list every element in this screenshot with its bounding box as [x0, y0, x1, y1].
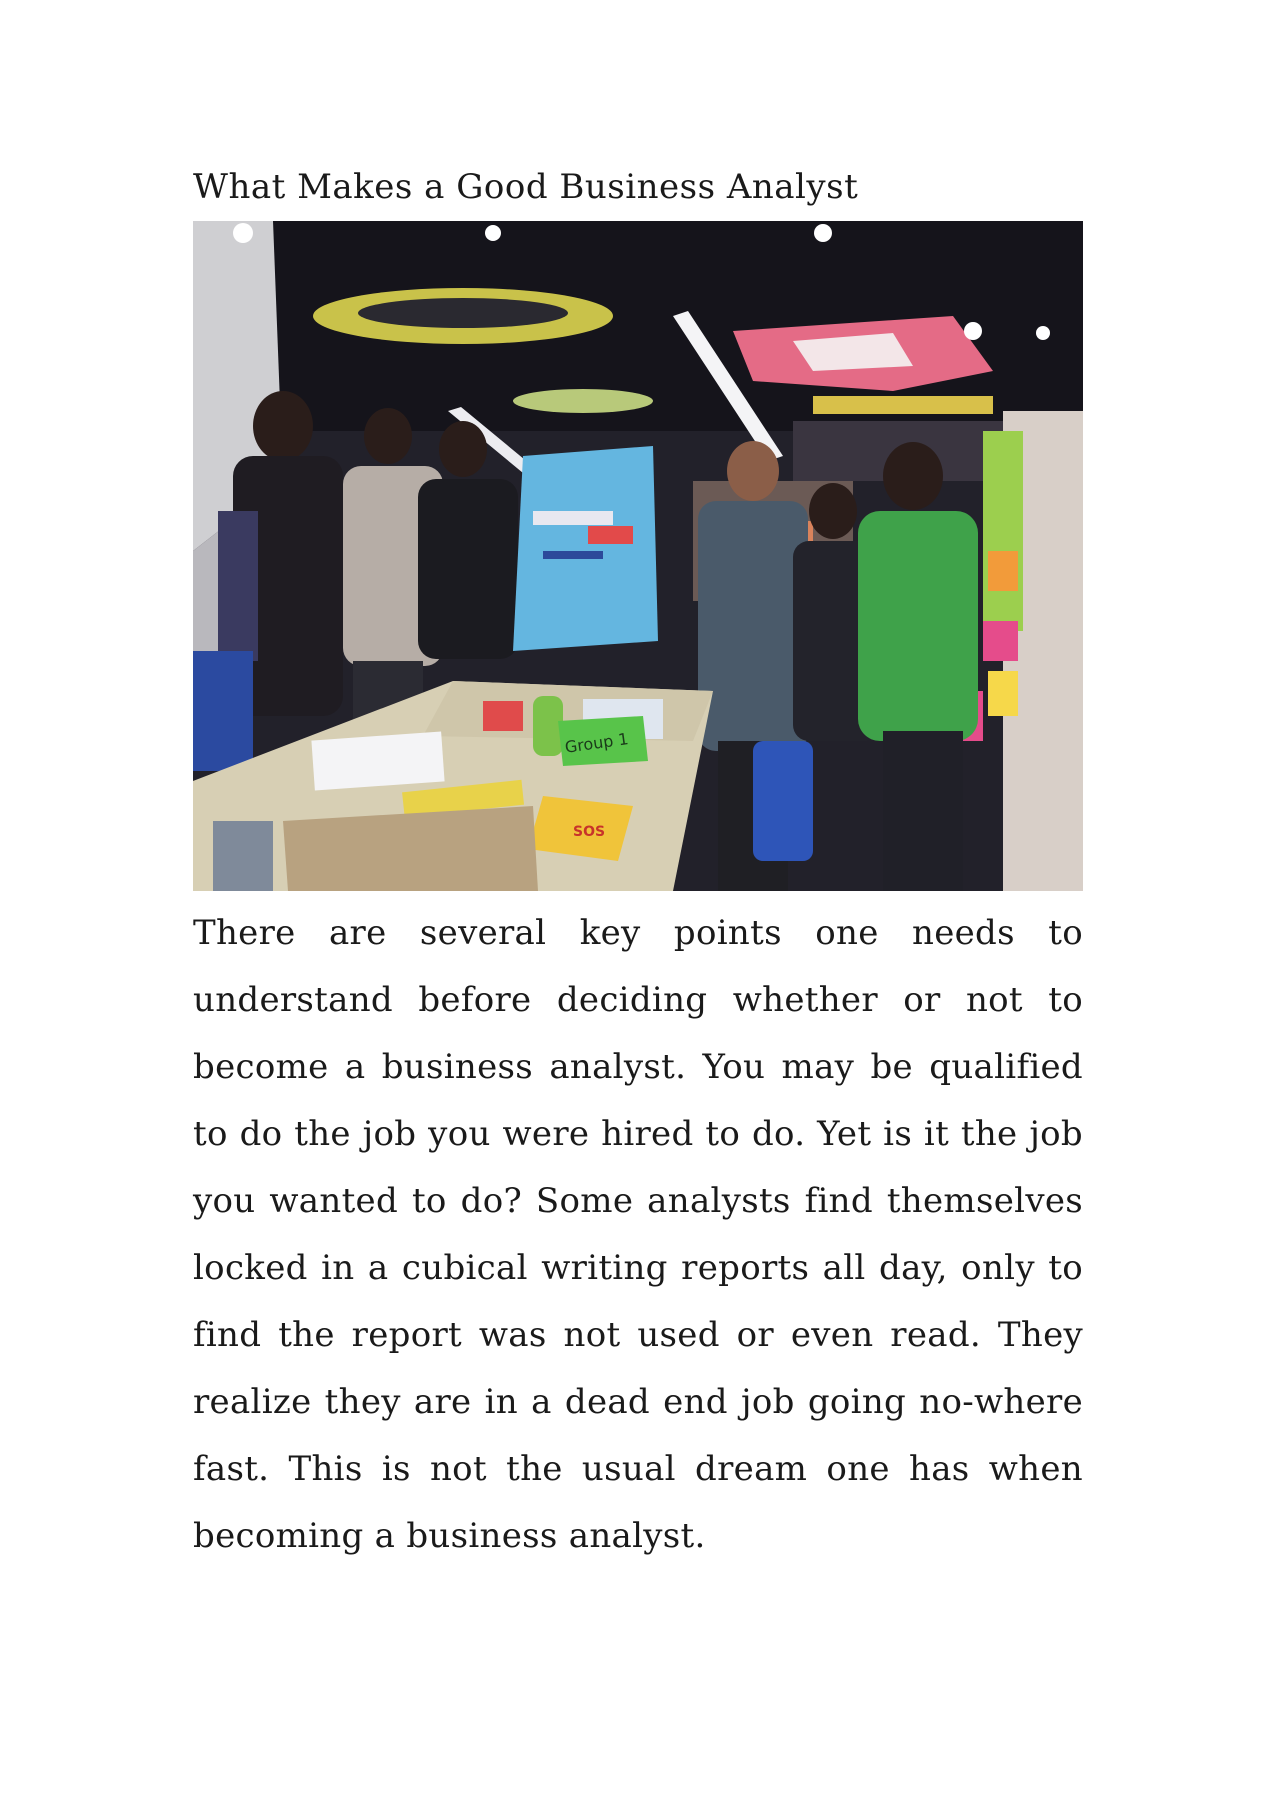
body-paragraph: There are several key points one needs to understand before deciding whether or not to become a business analyst. You may be qualified to do the job you were hired to do. Yet is it the job you wanted to do? Some analysts find themselves locked in a cubical writing reports all day, only to find the report was not used or even read. They realize they are in a dead end job going no-where fast. This is not the usual dream one has when becoming a business analyst.	[193, 913, 1083, 1556]
book-text: SOS	[573, 824, 606, 840]
document-title: What Makes a Good Business Analyst	[193, 167, 859, 207]
sign-text: Group 1	[563, 729, 630, 757]
meeting-photo	[193, 221, 1083, 891]
